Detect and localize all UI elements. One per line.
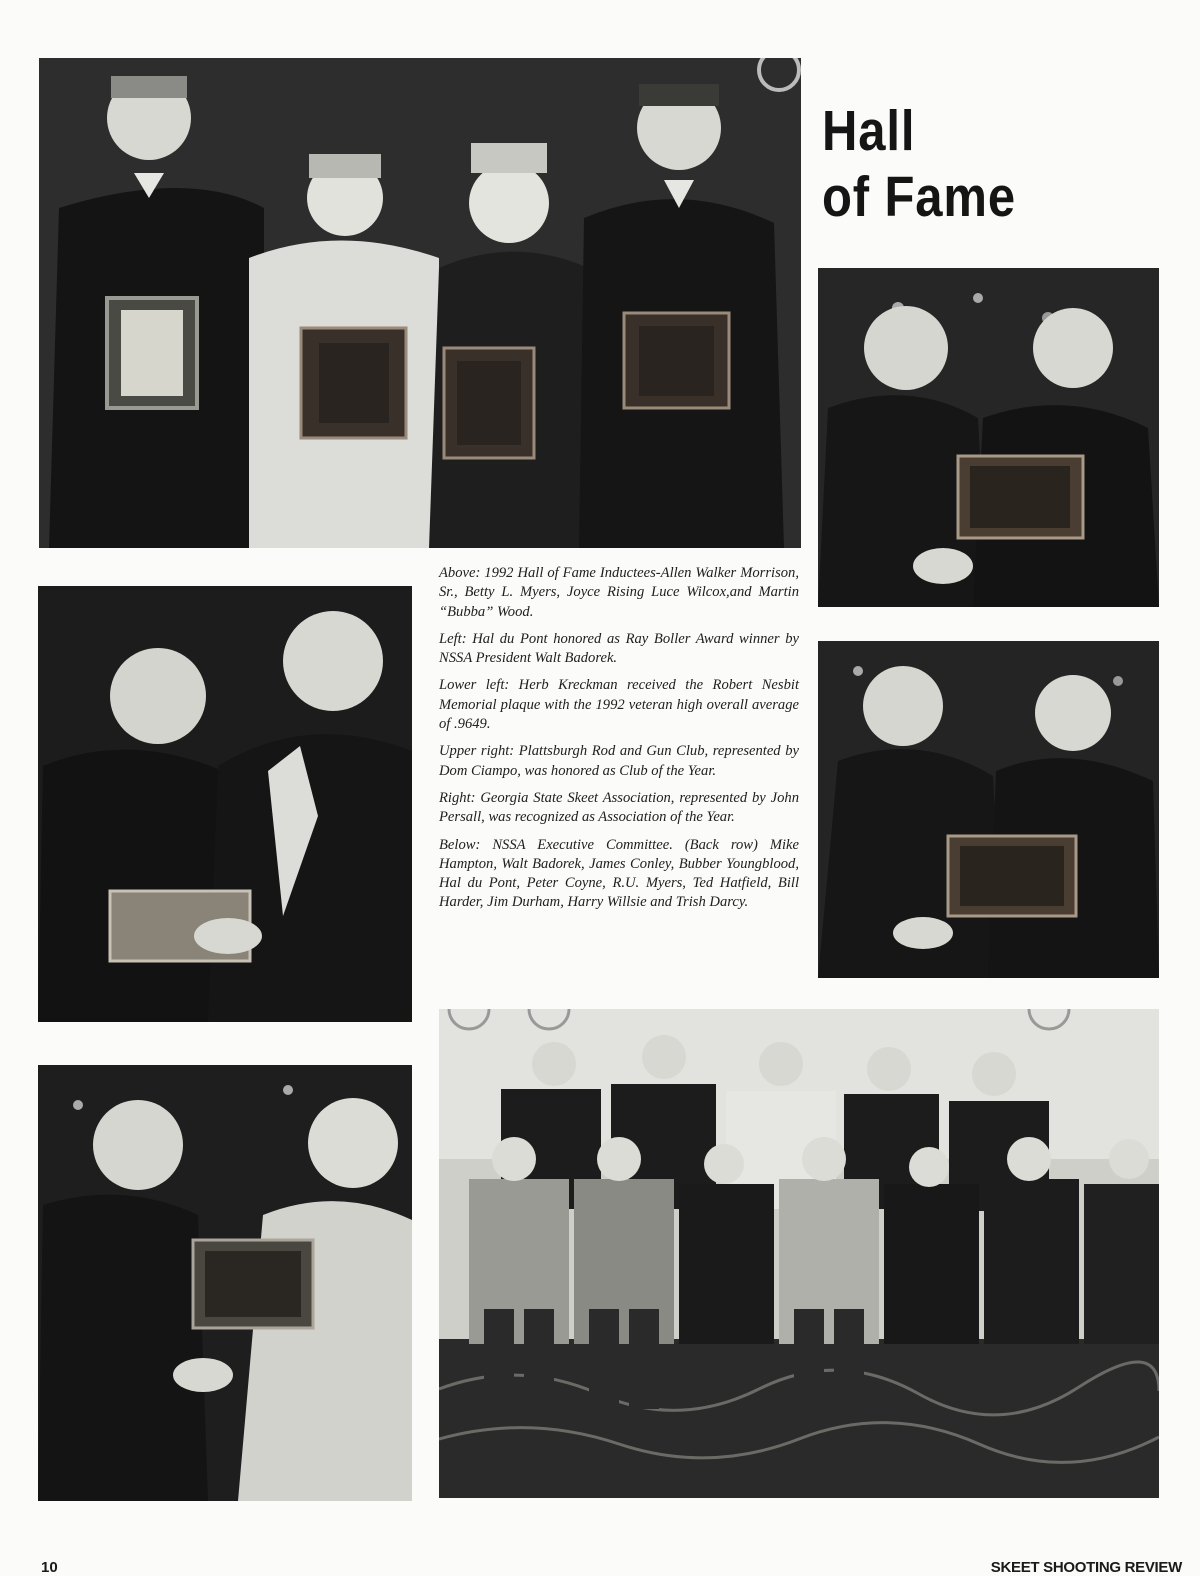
inductees-illustration bbox=[39, 58, 801, 548]
page-number: 10 bbox=[41, 1559, 58, 1576]
caption-above: Above: 1992 Hall of Fame Inductees-Allen Walker Morrison, Sr., Betty L. Myers, Joyce Rising Luce Wilcox,and Martin “Bubba” Wood. bbox=[439, 565, 799, 620]
publication-name: SKEET SHOOTING REVIEW bbox=[990, 1559, 1182, 1576]
association-of-year-illustration bbox=[818, 641, 1159, 978]
ray-boller-illustration bbox=[38, 586, 412, 1022]
page-title bbox=[822, 98, 1016, 230]
title-line-1: Hall bbox=[822, 99, 916, 163]
photo-club-of-the-year bbox=[818, 268, 1159, 607]
photo-robert-nesbit-memorial bbox=[38, 1065, 412, 1501]
photo-nssa-executive-committee bbox=[439, 1009, 1159, 1498]
photo-ray-boller-award bbox=[38, 586, 412, 1022]
caption-lower-left: Lower left: Herb Kreckman received the Robert Nesbit Memorial plaque with the 1992 veteran high overall average of .9649. bbox=[439, 677, 799, 733]
photo-captions bbox=[439, 564, 799, 921]
photo-association-of-the-year bbox=[818, 641, 1159, 978]
committee-illustration bbox=[439, 1009, 1159, 1498]
title-line-2: of Fame bbox=[822, 165, 1016, 229]
caption-upper-right: Upper right: Plattsburgh Rod and Gun Club, represented by Dom Ciampo, was honored as Club of the Year. bbox=[439, 743, 799, 779]
caption-left: Left: Hal du Pont honored as Ray Boller Award winner by NSSA President Walt Badorek. bbox=[439, 630, 799, 667]
club-of-year-illustration bbox=[818, 268, 1159, 607]
caption-below: Below: NSSA Executive Committee. (Back row) Mike Hampton, Walt Badorek, James Conley, Bubber Youngblood, Hal du Pont, Peter Coyne, R.U. Myers, Ted Hatfield, Bill Harder, Jim Durham, Harry Willsie and Trish Darcy. bbox=[439, 836, 799, 911]
photo-hall-of-fame-inductees bbox=[39, 58, 801, 548]
caption-right: Right: Georgia State Skeet Association, represented by John Persall, was recognized as Association of the Year. bbox=[439, 789, 799, 826]
nesbit-illustration bbox=[38, 1065, 412, 1501]
